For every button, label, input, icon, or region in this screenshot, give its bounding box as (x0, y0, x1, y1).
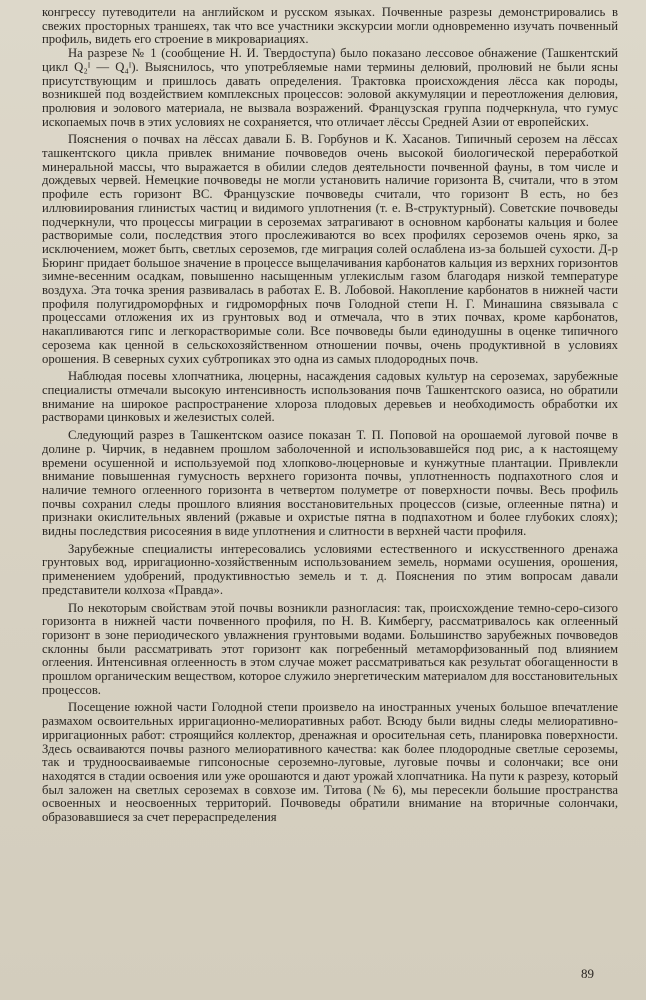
paragraph-4: Наблюдая посевы хлопчатника, люцерны, насаждения садовых культур на сероземах, зарубежные специалисты отмечали высокую интенсивность использования почв Ташкентского оазиса, но обратили внимание на широкое распространение хлороза плодовых деревьев и необходимость обработки их растворами цинковых и железистых солей. (42, 369, 618, 425)
paragraph-2: На разрезе № 1 (сообщение Н. И. Твердоступа) было показано лессовое обнажение (Ташкентский цикл Q₂ᴵ — Q₄ᴵ). Выяснилось, что употребляемые нами термины делювий, пролювий не были ясны присутствующим и пришлось давать определения. Трактовка происхождения лёсса как породы, возникшей под воздействием комплексных процессов: эоловой аккумуляции и переотложения делювия, пролювия и эолового материала, не вызвала возражений. Французская группа подчеркнула, что гумус ископаемых почв в этих условиях не сохраняется, что отличает лёссы Средней Азии от европейских. (42, 46, 618, 129)
paragraph-7: По некоторым свойствам этой почвы возникли разногласия: так, происхождение темно-серо-сизого горизонта в нижней части почвенного профиля, по Н. В. Кимбергу, рассматривалось как оглеенный горизонт в зоне периодического увлажнения грунтовыми водами. Большинство зарубежных почвоведов склонны были рассматривать этот горизонт как погребенный метаморфизованный под влиянием оглеения. Интенсивная оглеенность в этом случае может рассматриваться как результат обогащенности в прошлом органическим веществом, которое служило энергетическим материалом для восстановительных процессов. (42, 600, 618, 697)
paragraph-3: Пояснения о почвах на лёссах давали Б. В. Горбунов и К. Хасанов. Типичный серозем на лёссах ташкентского цикла привлек внимание почвоведов очень высокой биологической переработкой минеральной массы, что выражается в обилии следов деятельности почвенной фауны, в том числе и дождевых червей. Немецкие почвоведы не могли установить наличие горизонта B, считали, что в этом профиле есть горизонт BC. Французские почвоведы считали, что горизонт B есть, но без иллювиирования глинистых частиц и видимого уплотнения (т. е. B-структурный). Советские почвоведы подчеркнули, что процессы миграции в сероземах затрагивают в основном карбонаты кальция и более растворимые соли, последствия этого прослеживаются во всех профилях сероземов очень ярко, за исключением, может быть, светлых сероземов, где миграция солей ослаблена из-за большей сухости. Д-р Бюринг придает большое значение в процессе выщелачивания карбонатов кальция из верхних горизонтов зимне-весенним осадкам, повышенно насыщенным углекислым газом благодаря низкой температуре воздуха. Эта точка зрения развивалась в работах Е. В. Лобовой. Накопление карбонатов в нижней части профиля полугидроморфных и гидроморфных почв Голодной степи Н. Г. Минашина связывала с процессами отложения их из грунтовых вод и отмечала, что в этих почвах, кроме карбонатов, накапливаются гипс и легкорастворимые соли. Все почвоведы были единодушны в оценке типичного серозема как ценной в сельскохозяйственном отношении почвы, очень продуктивной в условиях орошения. В северных сухих субтропиках это одна из самых плодородных почв. (42, 132, 618, 366)
paragraph-6: Зарубежные специалисты интересовались условиями естественного и искусственного дренажа грунтовых вод, ирригационно-хозяйственным использованием земель, нормами осушения, орошения, применением удобрений, продуктивностью земель и т. д. Пояснения по этим вопросам давали представители колхоза «Правда». (42, 541, 618, 597)
page-number: 89 (581, 966, 594, 981)
paragraph-5: Следующий разрез в Ташкентском оазисе показан Т. П. Поповой на орошаемой луговой почве в долине р. Чирчик, в недавнем прошлом заболоченной и использовавшейся под рис, а к настоящему времени осушенной и используемой под хлопково-люцерновые и кунжутные плантации. Привлекли внимание повышенная гумусность верхнего горизонта почвы, уплотненность подпахотного слоя и наличие темного оглеенного горизонта в четвертом полуметре от поверхности почвы. Весь профиль почвы сохранил следы прошлого влияния восстановительных процессов (сизые, оглеенные пятна) и признаки окислительных явлений (ржавые и охристые пятна в подпахотном и более глубоких слоях); видны последствия рисосеяния в виде уплотнения и слитности в верхней части профиля. (42, 428, 618, 539)
paragraph-8: Посещение южной части Голодной степи произвело на иностранных ученых большое впечатление размахом освоительных ирригационно-мелиоративных работ. Всюду были видны следы мелиоративно-ирригационных работ: строящийся коллектор, дренажная и оросительная сеть, планировка поверхности. Здесь осваиваются почвы разного мелиоративного качества: как более плодородные светлые сероземы, так и трудноосваиваемые гипсоносные сероземно-луговые, луговые почвы и солончаки; все они находятся в стадии освоения или уже орошаются и дают урожай хлопчатника. На пути к разрезу, который был заложен на светлых сероземах в совхозе им. Титова (№ 6), мы пересекли большие пространства освоенных и неосвоенных территорий. Почвоведы обратили внимание на вторичные солончаки, образовавшиеся за счет перераспределения (42, 700, 618, 825)
paragraph-1: конгрессу путеводители на английском и русском языках. Почвенные разрезы демонстрировались в свежих просторных траншеях, так что все участники экскурсии могли одновременно изучать почвенный профиль, видеть его строение в микровариациях. (42, 5, 618, 47)
